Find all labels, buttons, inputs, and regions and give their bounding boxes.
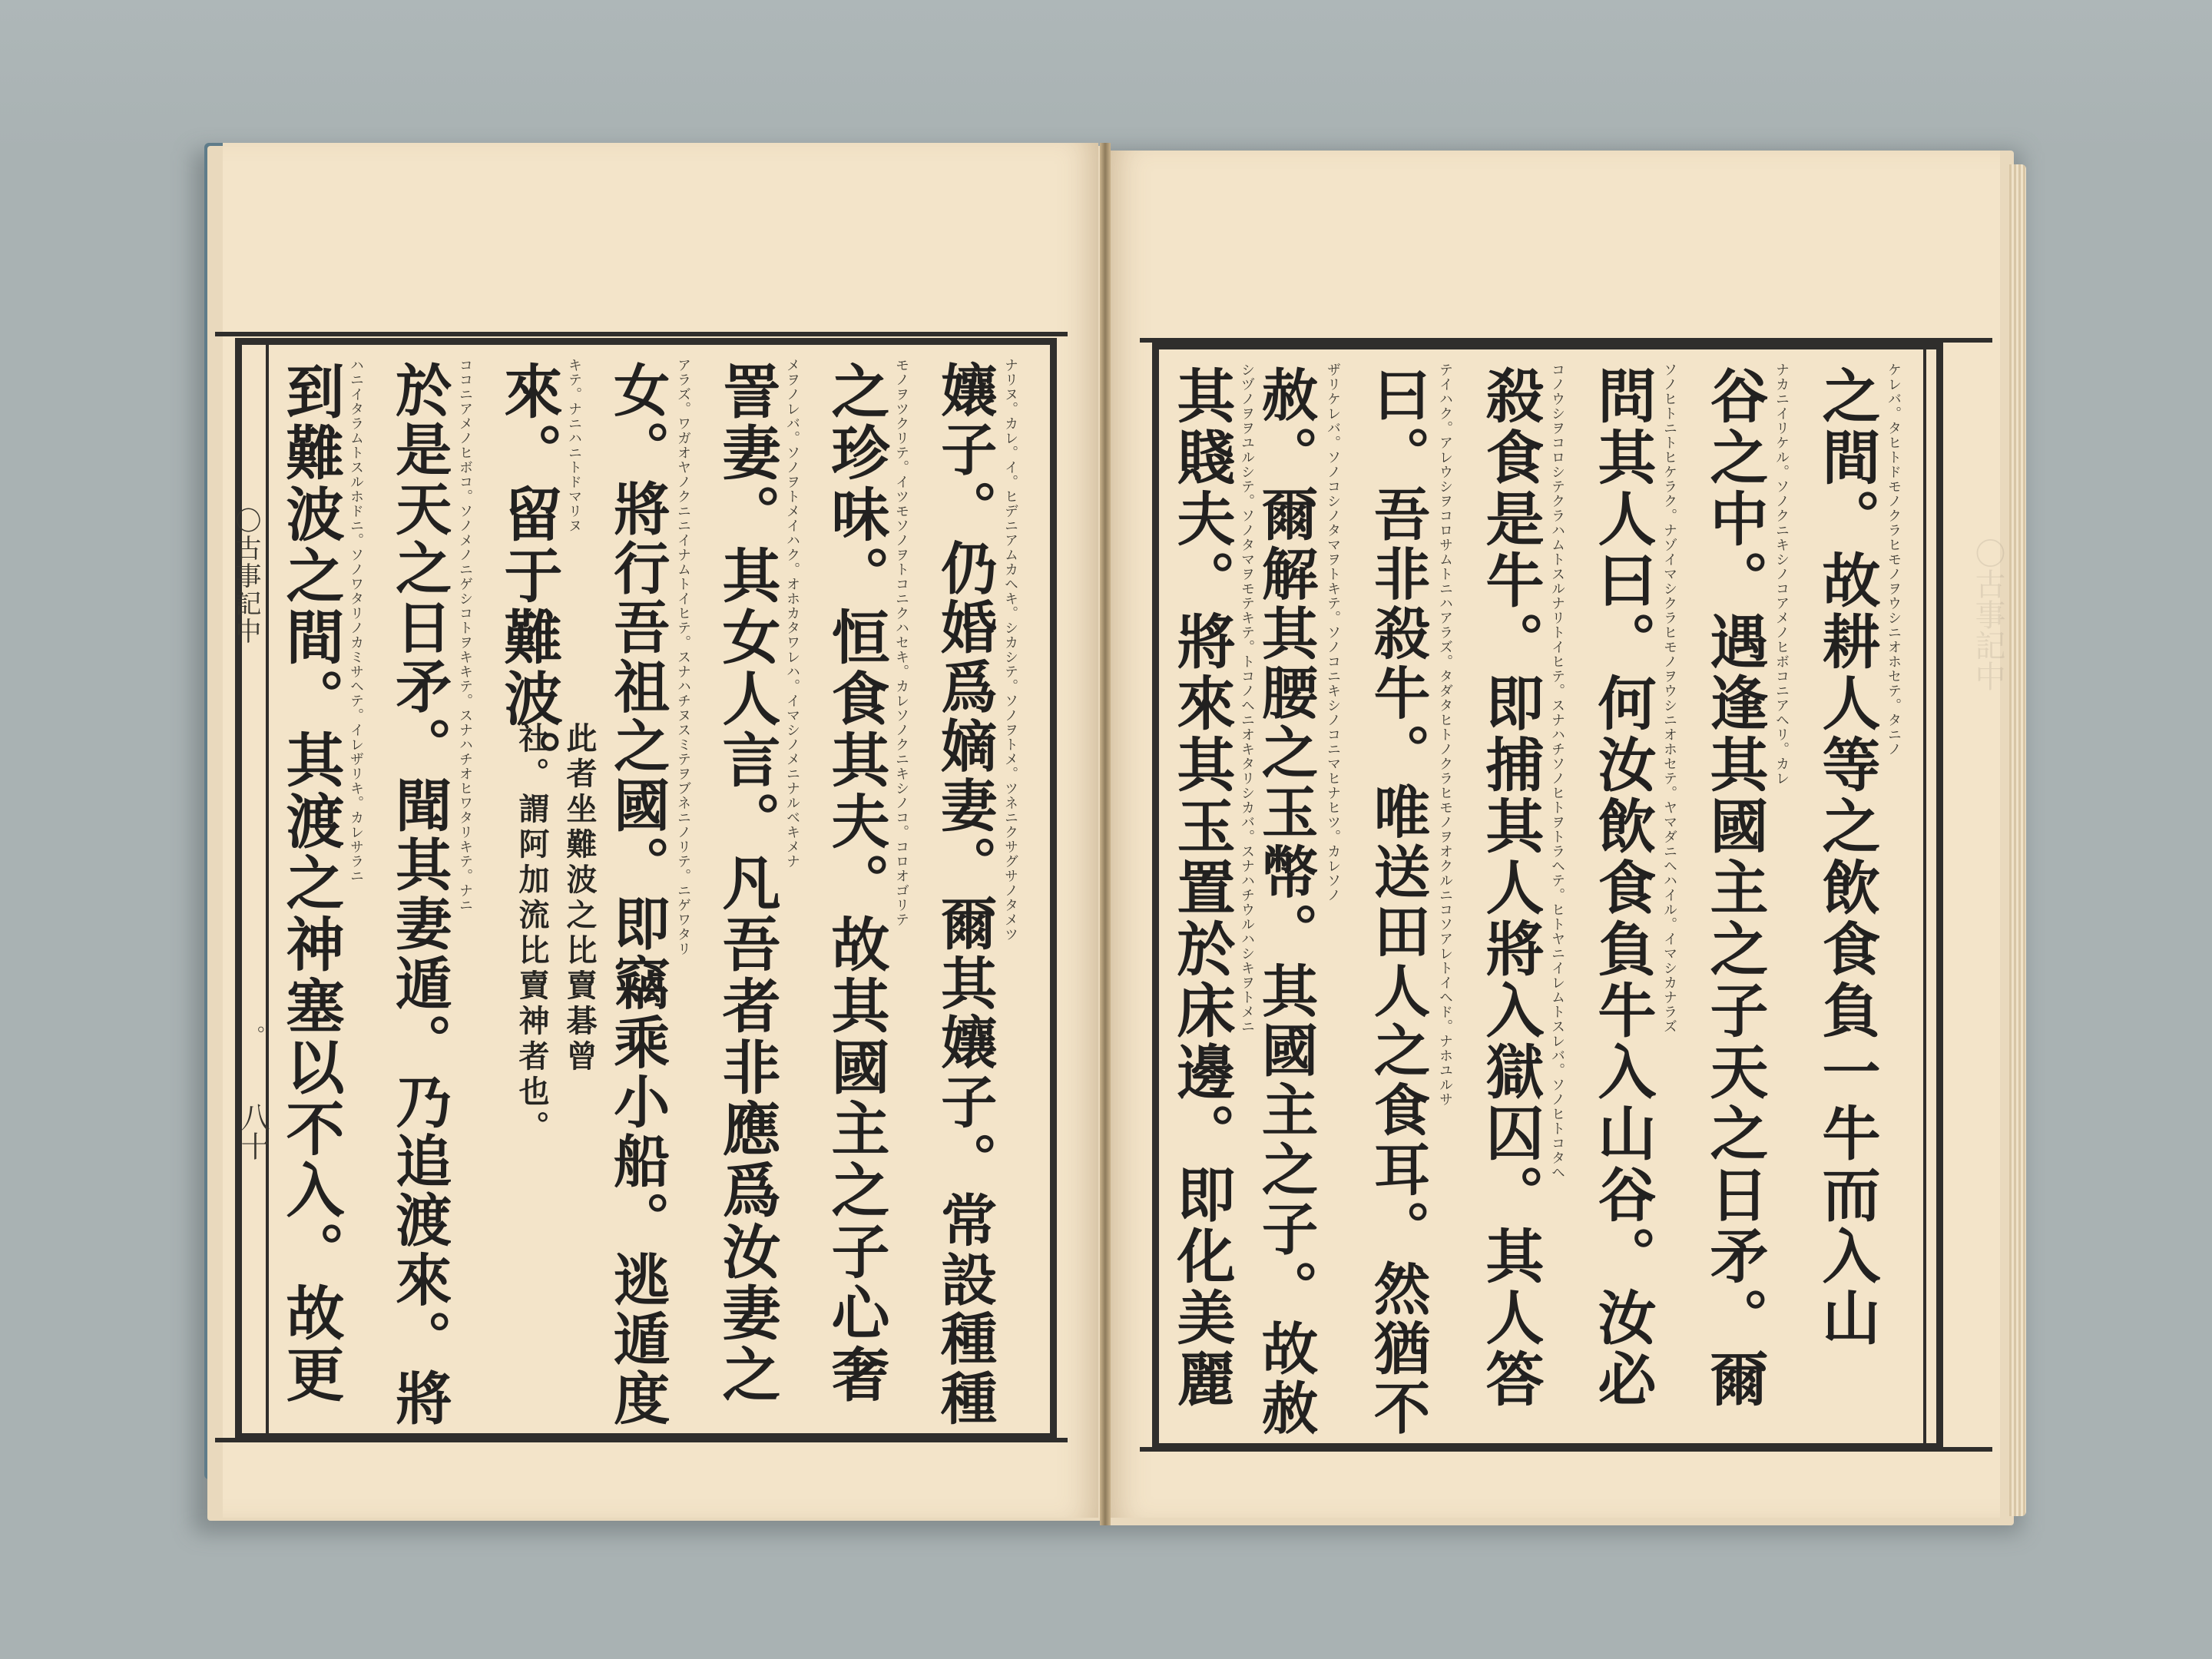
right-column-2: 谷之中。遇逢其國主之子天之日矛。爾 xyxy=(1700,366,1769,1410)
right-column-1: 之間。故耕人等之飲食負一牛而入山 xyxy=(1813,366,1881,1349)
right-gloss-7: シヅノヲヲユルシテ。ソノタマヲモテキテ。トコノヘニオキタリシカバ。スナハチウルハシキヲトメニ xyxy=(1239,363,1255,1034)
right-outer-rule-bottom xyxy=(1140,1447,1992,1452)
right-column-4: 殺食是牛。即捕其人將入獄囚。其人答 xyxy=(1476,366,1545,1410)
left-column-2: 之珍味。恒食其夫。故其國主之子心奢 xyxy=(822,361,890,1406)
left-gloss-7: ハニイタラムトスルホドニ。ソノワタリノカミサヘテ。イレザリキ。カレサラニ xyxy=(348,358,364,883)
photo-backdrop xyxy=(0,0,2212,154)
margin-mark: 。 xyxy=(242,1025,265,1045)
left-column-7: 到難波之間。其渡之神塞以不入。故更 xyxy=(276,361,345,1406)
left-note-line-1: 此者坐難波之比賣碁曾 xyxy=(561,722,597,1075)
left-outer-rule-top xyxy=(215,332,1068,336)
left-column-1: 孃子。仍婚爲嫡妻。爾其孃子。常設種種 xyxy=(931,361,997,1429)
left-column-5: 來。留于難波。 xyxy=(495,361,563,791)
left-gloss-3: メヲノレバ。ソノヲトメイハク。オホカタワレハ。イマシノメニナルベキメナ xyxy=(784,358,800,869)
left-column-4: 女。將行吾祖之國。即竊乘小船。逃遁度 xyxy=(604,361,670,1429)
right-margin-rule xyxy=(1923,349,1926,1443)
right-gloss-2: ナカニイリケル。ソノクニキシノコアメノヒボコニアヘリ。カレ xyxy=(1773,363,1790,786)
right-gloss-3: ソノヒトニトヒケラク。ナゾイマシクラヒモノヲウシニオホセテ。ヤマダニヘハイル。イマシカナラズ xyxy=(1661,363,1677,1034)
right-gloss-4: コノウシヲコロシテクラハムトスルナリトイヒテ。スナハチソノヒトヲトラヘテ。ヒトヤニイレムトスレバ。ソノヒトコタヘ xyxy=(1549,363,1565,1180)
right-column-3: 問其人曰。何汝飲食負牛入山谷。汝必 xyxy=(1588,366,1657,1410)
left-gloss-2: モノヲツクリテ。イツモソノヲトコニクハセキ。カレソノクニキシノコ。コロオゴリテ xyxy=(893,358,909,927)
left-column-3: 詈妻。其女人言。凡吾者非應爲汝妻之 xyxy=(713,361,781,1406)
book-gutter xyxy=(1100,143,1111,1525)
right-column-7: 其賤夫。將來其玉置於床邊。即化美麗 xyxy=(1167,366,1236,1410)
right-outer-rule-top xyxy=(1140,338,1992,343)
running-title: 〇古事記中 xyxy=(230,507,261,645)
right-gloss-5: テイハク。アレウシヲコロサムトニハアラズ。タダタヒトノクラヒモノヲオクルニコソアレトイヘド。ナホユルサ xyxy=(1437,363,1453,1107)
show-through-text: 〇古事記中 xyxy=(1970,538,2005,691)
left-column-6: 於是天之日矛。聞其妻遁。乃追渡來。將 xyxy=(386,361,452,1429)
left-note-line-2: 社。謂阿加流比賣神者也。 xyxy=(514,722,549,1146)
left-gloss-1: ナリヌ。カレ。イ。ヒデニアムカヘキ。シカシテ。ソノヲトメ。ツネニクサグサノタメツ xyxy=(1002,358,1018,942)
right-gloss-6: ザリケレバ。ソノコシノタマヲトキテ。ソノコニキシノコニマヒナヒツ。カレソノ xyxy=(1325,363,1341,902)
right-column-6: 赦。爾解其腰之玉幣。其國主之子。故赦 xyxy=(1252,366,1318,1439)
right-gloss-1: ケレバ。タヒトドモノクラヒモノヲウシニオホセテ。タニノ xyxy=(1886,363,1902,757)
left-gloss-6: ココニアメノヒボコ。ソノメノニゲシコトヲキキテ。スナハチオヒワタリキテ。ナニ xyxy=(457,358,473,912)
left-outer-rule-bottom xyxy=(215,1438,1068,1442)
left-margin-rule xyxy=(266,345,269,1434)
left-gloss-4: アラズ。ワガオヤノクニニイナムトイヒテ。スナハチヌスミテヲブネニノリテ。ニゲワタリ xyxy=(675,358,691,956)
left-gloss-5: キテ。ナニハニトドマリヌ xyxy=(566,358,582,533)
right-column-5: 曰。吾非殺牛。唯送田人之食耳。然猶不 xyxy=(1364,366,1430,1439)
page-number: 八十 xyxy=(236,1102,270,1161)
